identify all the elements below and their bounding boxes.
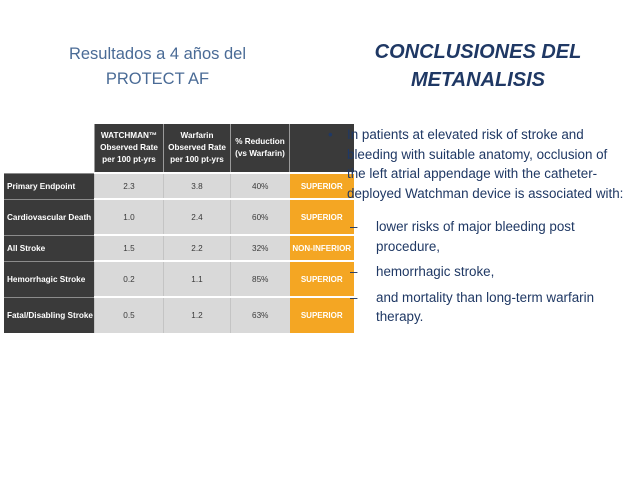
list-item <box>326 288 626 327</box>
watchman-rate: 0.5 <box>95 297 164 333</box>
dash-symbol: – <box>350 264 358 279</box>
right-title-line1: CONCLUSIONES DEL <box>374 41 582 63</box>
watchman-rate: 1.5 <box>95 235 164 261</box>
table-header-row <box>4 124 354 173</box>
sub-bullet-text: lower risks of major bleeding post procedure, <box>376 219 575 254</box>
warfarin-rate: 3.8 <box>164 173 231 199</box>
table-row <box>4 173 354 199</box>
result-badge: SUPERIOR <box>290 199 355 235</box>
row-label: Hemorrhagic Stroke <box>4 261 95 297</box>
list-item <box>326 262 626 282</box>
table-header-reduction: % Reduction (vs Warfarin) <box>231 124 290 173</box>
reduction-pct: 40% <box>231 173 290 199</box>
table-row <box>4 199 354 235</box>
right-title <box>338 38 618 94</box>
left-title-line1: Resultados a 4 años del <box>68 45 247 63</box>
table-header-blank <box>4 124 95 173</box>
sub-bullet-text: and mortality than long-term warfarin therapy. <box>376 289 595 324</box>
row-label: All Stroke <box>4 235 95 261</box>
dash-symbol: – <box>350 219 358 234</box>
warfarin-rate: 1.1 <box>164 261 231 297</box>
row-label: Primary Endpoint <box>4 173 95 199</box>
watchman-rate: 2.3 <box>95 173 164 199</box>
result-badge: SUPERIOR <box>290 173 355 199</box>
reduction-pct: 85% <box>231 261 290 297</box>
right-title-line2: METANALISIS <box>410 69 546 91</box>
list-item <box>326 217 626 256</box>
row-label: Cardiovascular Death <box>4 199 95 235</box>
reduction-pct: 63% <box>231 297 290 333</box>
row-label: Fatal/Disabling Stroke <box>4 297 95 333</box>
result-badge: SUPERIOR <box>290 297 355 333</box>
warfarin-rate: 1.2 <box>164 297 231 333</box>
conclusions-list <box>326 125 626 333</box>
sub-bullet-text: hemorrhagic stroke, <box>376 264 495 279</box>
table-header-watchman: WATCHMAN™ Observed Rate per 100 pt-yrs <box>95 124 164 173</box>
warfarin-rate: 2.4 <box>164 199 231 235</box>
left-title <box>40 42 275 92</box>
warfarin-rate: 2.2 <box>164 235 231 261</box>
bullet-dot: • <box>328 127 333 142</box>
table-header-warfarin: Warfarin Observed Rate per 100 pt-yrs <box>164 124 231 173</box>
watchman-rate: 1.0 <box>95 199 164 235</box>
sub-bullet-list <box>326 217 626 327</box>
table-row <box>4 235 354 261</box>
result-badge: NON-INFERIOR <box>290 235 355 261</box>
table-row <box>4 261 354 297</box>
reduction-pct: 60% <box>231 199 290 235</box>
main-bullet-text: In patients at elevated risk of stroke and bleeding with suitable anatomy, occlusion of the left atrial appendage with the catheter-deployed Watchman device is associated with: <box>347 127 624 201</box>
table-row <box>4 297 354 333</box>
reduction-pct: 32% <box>231 235 290 261</box>
watchman-rate: 0.2 <box>95 261 164 297</box>
left-title-line2: PROTECT AF <box>105 70 210 88</box>
result-badge: SUPERIOR <box>290 261 355 297</box>
main-bullet <box>326 125 626 203</box>
dash-symbol: – <box>350 289 358 305</box>
results-table <box>4 124 354 333</box>
